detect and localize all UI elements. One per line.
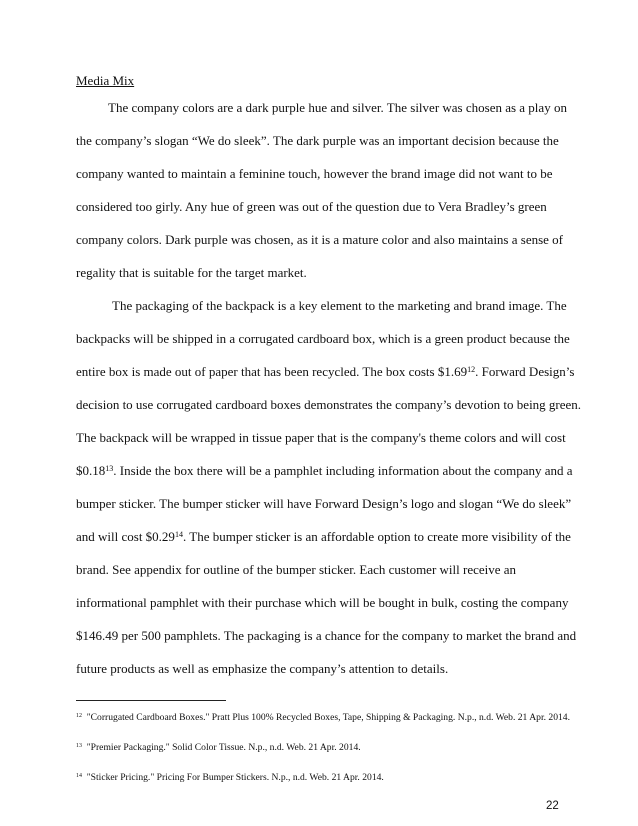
paragraph-line: company colors. Dark purple was chosen, as it is a mature color and also maintains a sense of xyxy=(76,232,563,247)
paragraph-line: regality that is suitable for the target market. xyxy=(76,265,307,280)
text-run: and will cost $0.29 xyxy=(76,529,175,544)
paragraph-line xyxy=(76,463,573,479)
text-run: . The bumper sticker is an affordable option to create more visibility of the xyxy=(182,529,571,544)
paragraph-line: bumper sticker. The bumper sticker will have Forward Design’s logo and slogan “We do sleek” xyxy=(76,496,572,511)
page-number: 22 xyxy=(546,800,559,812)
paragraph-line: informational pamphlet with their purchase which will be bought in bulk, costing the company xyxy=(76,595,569,610)
footnote-text: "Premier Packaging." Solid Color Tissue. N.p., n.d. Web. 21 Apr. 2014. xyxy=(86,742,361,753)
footnote-ref: 14 xyxy=(174,529,183,539)
footnote-number: 13 xyxy=(76,743,82,750)
footnote-ref: 12 xyxy=(467,364,476,374)
paragraph-line: The company colors are a dark purple hue and silver. The silver was chosen as a play on xyxy=(108,100,567,115)
section-heading: Media Mix xyxy=(76,73,135,88)
paragraph-line: $146.49 per 500 pamphlets. The packaging is a chance for the company to market the brand and xyxy=(76,628,577,643)
paragraph-line: decision to use corrugated cardboard boxes demonstrates the company’s devotion to being green. xyxy=(76,397,582,412)
text-run: entire box is made out of paper that has been recycled. The box costs $1.69 xyxy=(76,364,468,379)
paragraph-line xyxy=(76,364,574,380)
footnote-text: "Sticker Pricing." Pricing For Bumper Stickers. N.p., n.d. Web. 21 Apr. 2014. xyxy=(86,772,384,783)
paragraph-line: company wanted to maintain a feminine touch, however the brand image did not want to be xyxy=(76,166,553,181)
footnote-number: 14 xyxy=(76,773,82,780)
footnote xyxy=(76,712,570,723)
paragraph-line: brand. See appendix for outline of the bumper sticker. Each customer will receive an xyxy=(76,562,517,577)
footnote-number: 12 xyxy=(76,713,82,720)
paragraph-line: The packaging of the backpack is a key element to the marketing and brand image. The xyxy=(112,298,567,313)
paragraph-line: considered too girly. Any hue of green was out of the question due to Vera Bradley’s green xyxy=(76,199,547,214)
footnote xyxy=(76,772,384,783)
paragraph-line: future products as well as emphasize the company’s attention to details. xyxy=(76,661,449,676)
text-run: . Inside the box there will be a pamphlet including information about the company and a xyxy=(113,463,573,478)
footnote-ref: 13 xyxy=(105,463,114,473)
paragraph-line: The backpack will be wrapped in tissue paper that is the company's theme colors and will cost xyxy=(76,430,566,445)
footnote xyxy=(76,742,361,753)
footnote-text: "Corrugated Cardboard Boxes." Pratt Plus 100% Recycled Boxes, Tape, Shipping & Packaging. N.p., n.d. Web. 21 Apr. 2014. xyxy=(86,712,570,723)
text-run: . Forward Design’s xyxy=(475,364,575,379)
paragraph-line: the company’s slogan “We do sleek”. The dark purple was an important decision because the xyxy=(76,133,559,148)
paragraph-line: backpacks will be shipped in a corrugated cardboard box, which is a green product because the xyxy=(76,331,570,346)
paragraph-line xyxy=(76,529,571,545)
text-run: $0.18 xyxy=(76,463,106,478)
footnote-divider xyxy=(76,700,226,701)
